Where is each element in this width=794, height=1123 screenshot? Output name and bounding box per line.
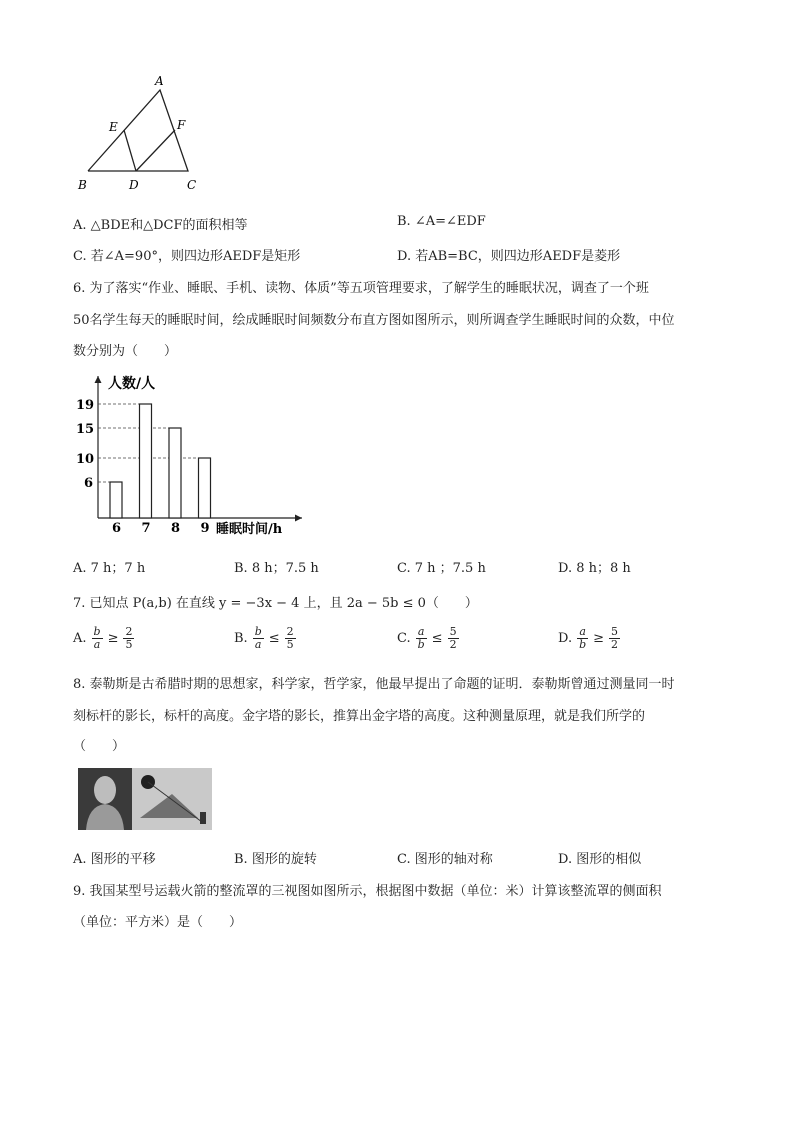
q7-b-rhs: $\frac{2}{5}$: [286, 625, 294, 651]
thales-pyramid-photo: [78, 768, 212, 830]
q8-stem-line3: （ ）: [73, 739, 126, 754]
bar-7: [140, 404, 152, 518]
segment-df: [136, 130, 175, 171]
q8-option-b[interactable]: B. 图形的旋转: [234, 852, 317, 867]
x-tick-8: 8: [171, 521, 181, 536]
q6-stem-line1: 6. 为了落实“作业、睡眠、手机、读物、体质”等五项管理要求，了解学生的睡眠状况，调查了一个班: [73, 281, 649, 296]
q8-option-d[interactable]: D. 图形的相似: [558, 852, 642, 867]
triangle-abc: [88, 90, 188, 171]
bar-9: [199, 458, 211, 518]
x-tick-9: 9: [200, 521, 210, 536]
label-d: D: [129, 178, 139, 192]
q6-option-d[interactable]: D. 8 h；8 h: [558, 561, 631, 576]
y-tick-19: 19: [76, 398, 95, 413]
x-tick-6: 6: [112, 521, 122, 536]
q5-option-a[interactable]: A. △BDE和△DCF的面积相等: [73, 218, 248, 233]
q7-option-d[interactable]: D. $\frac{a}{b}$ ≥ $\frac{5}{2}$: [558, 625, 619, 651]
q7-c-lhs: $\frac{a}{b}$: [417, 625, 425, 651]
q6-option-b[interactable]: B. 8 h；7.5 h: [234, 561, 319, 576]
q8-option-a[interactable]: A. 图形的平移: [73, 852, 156, 867]
q9-stem-line1: 9. 我国某型号运载火箭的整流罩的三视图如图所示，根据图中数据（单位：米）计算该整流罩的侧面积: [73, 884, 662, 899]
bar-6: [110, 482, 122, 518]
triangle-figure: [70, 68, 210, 193]
q7-b-lhs: $\frac{b}{a}$: [254, 625, 262, 651]
q6-stem-line3: 数分别为（ ）: [73, 344, 178, 359]
q7-c-rhs: $\frac{5}{2}$: [449, 625, 457, 651]
bar-8: [169, 428, 181, 518]
y-tick-10: 10: [76, 452, 95, 467]
y-tick-15: 15: [76, 422, 95, 437]
label-c: C: [187, 178, 197, 192]
label-f: F: [177, 118, 186, 132]
q6-option-c[interactable]: C. 7 h ；7.5 h: [397, 561, 486, 576]
q8-stem-line2: 刻标杆的影长，标杆的高度。金字塔的影长，推算出金字塔的高度。这种测量原理，就是我们所学的: [73, 709, 646, 724]
x-tick-7: 7: [141, 521, 151, 536]
label-b: B: [78, 178, 87, 192]
q5-option-c[interactable]: C. 若∠A=90°，则四边形AEDF是矩形: [73, 249, 301, 264]
label-a: A: [155, 74, 164, 88]
q8-stem-line1: 8. 泰勒斯是古希腊时期的思想家，科学家，哲学家，他最早提出了命题的证明．泰勒斯曾通过测量同一时: [73, 677, 675, 692]
q7-option-a[interactable]: A. $\frac{b}{a}$ ≥ $\frac{2}{5}$: [73, 625, 133, 651]
q7-option-c[interactable]: C. $\frac{a}{b}$ ≤ $\frac{5}{2}$: [397, 625, 457, 651]
q5-option-d[interactable]: D. 若AB=BC，则四边形AEDF是菱形: [397, 249, 621, 264]
q7-option-b[interactable]: B. $\frac{b}{a}$ ≤ $\frac{2}{5}$: [234, 625, 294, 651]
q7-stem: 7. 已知点 P(a,b) 在直线 y = −3x − 4 上，且 2a − 5b ≤ 0（ ）: [73, 596, 478, 611]
q8-option-c[interactable]: C. 图形的轴对称: [397, 852, 493, 867]
q7-d-rhs: $\frac{5}{2}$: [611, 625, 619, 651]
q6-option-a[interactable]: A. 7 h；7 h: [73, 561, 146, 576]
segment-ed: [124, 130, 136, 171]
y-axis-label: 人数/人: [108, 376, 156, 392]
y-tick-6: 6: [84, 476, 94, 491]
sleep-histogram: [70, 370, 310, 540]
q5-option-b[interactable]: B. ∠A=∠EDF: [397, 214, 486, 229]
q7-a-lhs: $\frac{b}{a}$: [93, 625, 101, 651]
label-e: E: [109, 120, 118, 134]
x-axis-label: 睡眠时间/h: [216, 522, 283, 537]
q7-a-rhs: $\frac{2}{5}$: [125, 625, 133, 651]
q9-stem-line2: （单位：平方米）是（ ）: [73, 915, 243, 930]
q6-stem-line2: 50名学生每天的睡眠时间，绘成睡眠时间频数分布直方图如图所示，则所调查学生睡眠时间的众数，中位: [73, 313, 675, 328]
q7-d-lhs: $\frac{a}{b}$: [579, 625, 587, 651]
